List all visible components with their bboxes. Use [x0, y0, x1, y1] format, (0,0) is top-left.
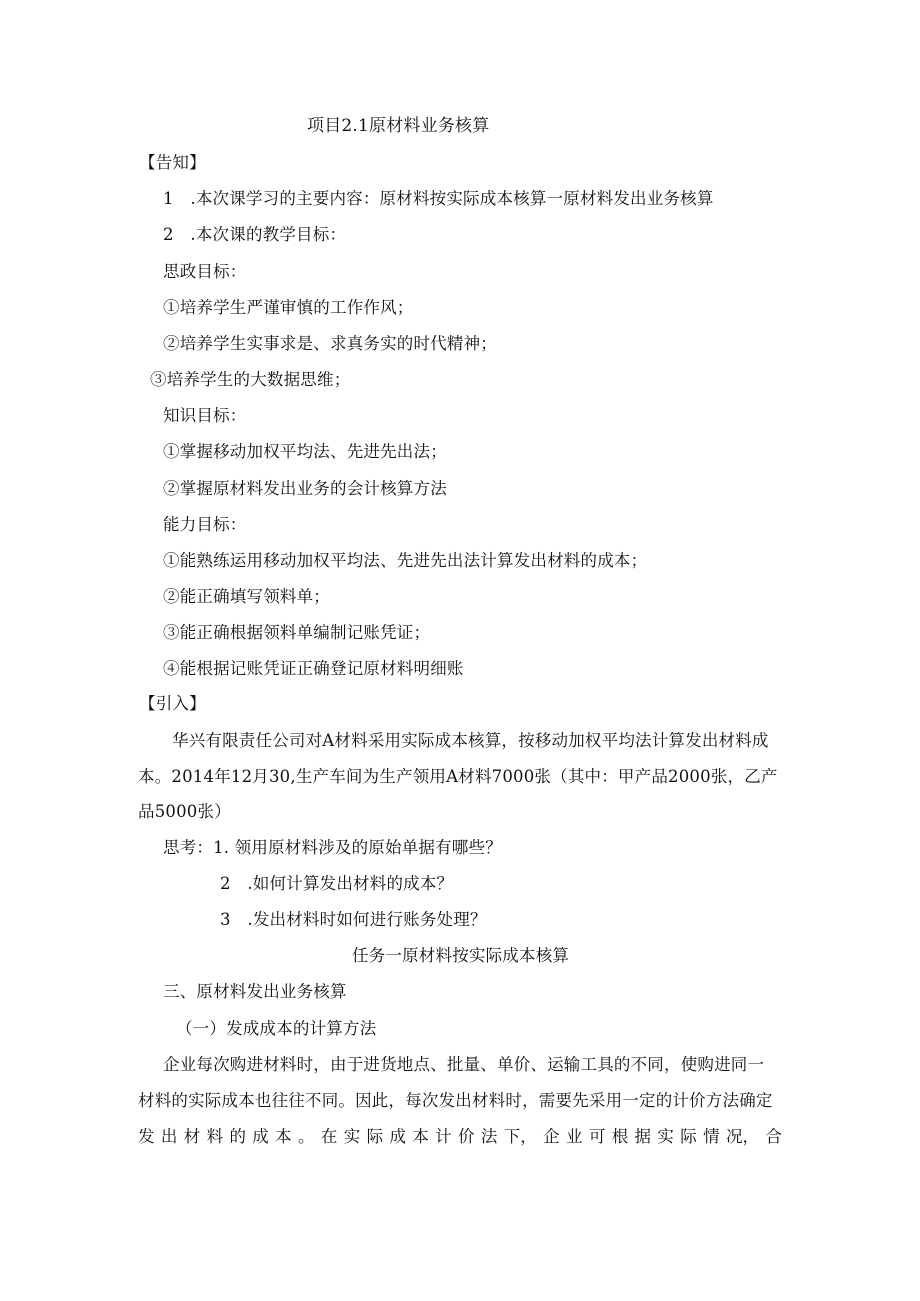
- ideology-goal-heading: 思政目标：: [163, 262, 247, 281]
- inform-item-2: 2 .本次课的教学目标：: [163, 225, 347, 244]
- intro-paragraph-line-2: 本。2014年12月30,生产车间为生产领用A材料7000张（其中：甲产品2000张，乙产: [138, 767, 778, 786]
- justified-word: 出: [160, 1127, 178, 1146]
- justified-word: 可: [588, 1127, 606, 1146]
- justified-word: 法: [480, 1127, 498, 1146]
- justified-word: 实: [657, 1127, 674, 1146]
- justified-word: 合: [765, 1127, 782, 1146]
- think-question-2: 2 .如何计算发出材料的成本？: [220, 874, 454, 893]
- ability-goal-1: ①能熟练运用移动加权平均法、先进先出法计算发出材料的成本；: [163, 551, 648, 570]
- ability-goal-3: ③能正确根据领料单编制记账凭证；: [163, 623, 431, 642]
- justified-word: 据: [634, 1127, 652, 1146]
- justified-word: 计: [435, 1127, 452, 1146]
- justified-word: 实: [343, 1127, 361, 1146]
- knowledge-goal-1: ①掌握移动加权平均法、先进先出法；: [163, 442, 447, 461]
- body-paragraph-line-3: [138, 1126, 782, 1148]
- justified-word: 成: [252, 1127, 269, 1146]
- section-intro-heading: 【引入】: [139, 694, 206, 713]
- justified-word: 况，: [725, 1127, 759, 1146]
- justified-word: 业: [565, 1127, 583, 1146]
- ideology-goal-1: ①培养学生严谨审慎的工作作风；: [163, 298, 414, 317]
- justified-word: 的: [229, 1127, 246, 1146]
- justified-word: 根: [611, 1127, 629, 1146]
- justified-word: 际: [366, 1127, 384, 1146]
- body-paragraph-line-1: 企业每次购进材料时，由于进货地点、批量、单价、运输工具的不同，使购进同一: [163, 1055, 765, 1074]
- justified-word: 情: [703, 1127, 720, 1146]
- justified-word: 际: [680, 1127, 697, 1146]
- knowledge-goal-2: ②掌握原材料发出业务的会计核算方法: [163, 479, 447, 498]
- task-title: 任务一原材料按实际成本核算: [352, 946, 570, 965]
- knowledge-goal-heading: 知识目标：: [163, 406, 247, 425]
- justified-word: 本: [412, 1127, 429, 1146]
- justified-word: 发: [138, 1127, 155, 1146]
- body-paragraph-line-2: 材料的实际成本也往往不同。因此，每次发出材料时，需要先采用一定的计价方法确定: [138, 1091, 773, 1110]
- justified-word: 下，: [503, 1127, 537, 1146]
- justified-word: 本: [275, 1127, 292, 1146]
- justified-word: 材: [183, 1127, 201, 1146]
- inform-item-1: 1 .本次课学习的主要内容：原材料按实际成本核算一原材料发出业务核算: [163, 189, 714, 208]
- ability-goal-4: ④能根据记账凭证正确登记原材料明细账: [163, 659, 464, 678]
- ability-goal-2: ②能正确填写领料单；: [163, 587, 330, 606]
- justified-word: 价: [458, 1127, 475, 1146]
- think-question-1: 思考：1. 领用原材料涉及的原始单据有哪些？: [163, 838, 502, 857]
- subsection-1-heading: （一）发成成本的计算方法: [176, 1019, 377, 1038]
- justified-word: 料: [206, 1127, 224, 1146]
- justified-word: 成: [389, 1127, 406, 1146]
- document-title: 项目2.1原材料业务核算: [307, 116, 490, 136]
- ability-goal-heading: 能力目标：: [163, 515, 247, 534]
- justified-word: 在: [320, 1127, 338, 1146]
- think-question-3: 3 .发出材料时如何进行账务处理？: [220, 910, 487, 929]
- justified-word: 企: [543, 1127, 560, 1146]
- ideology-goal-2: ②培养学生实事求是、求真务实的时代精神；: [163, 334, 497, 353]
- intro-paragraph-line-1: 华兴有限责任公司对A材料采用实际成本核算，按移动加权平均法计算发出材料成: [172, 731, 769, 750]
- part-3-heading: 三、原材料发出业务核算: [163, 982, 347, 1001]
- section-inform-heading: 【告知】: [139, 153, 206, 172]
- justified-word: 。: [298, 1127, 315, 1146]
- intro-paragraph-line-3: 品5000张）: [138, 802, 231, 821]
- ideology-goal-3: ③培养学生的大数据思维；: [150, 370, 351, 389]
